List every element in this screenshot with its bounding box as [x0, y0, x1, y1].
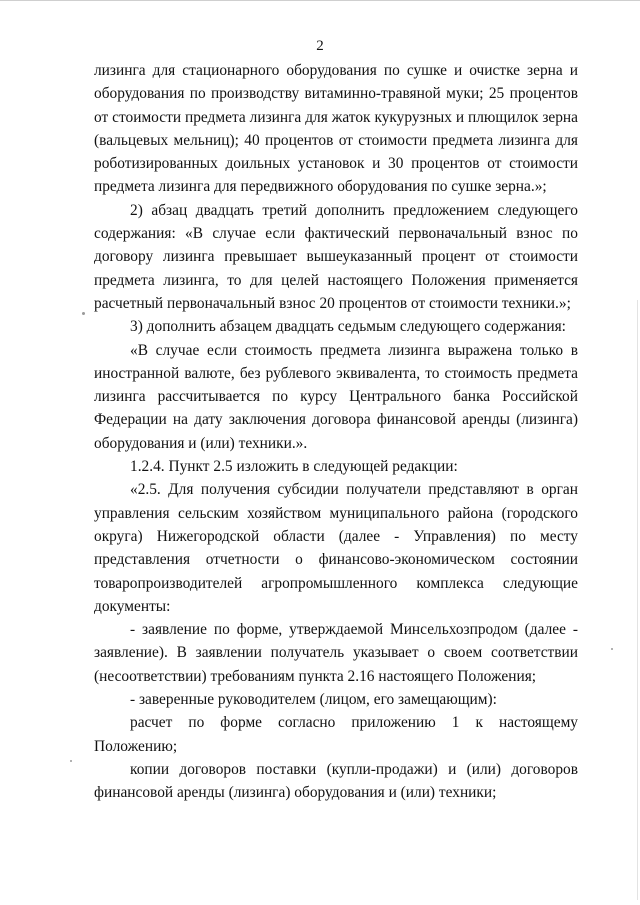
paragraph-contracts: копии договоров поставки (купли-продажи) и (или) договоров финансовой аренды (лизинга) оборудования и (или) техники;: [94, 760, 578, 802]
paragraph-calculation: расчет по форме согласно приложению 1 к настоящему Положению;: [94, 714, 578, 755]
paragraph-item-3: 3) дополнить абзацем двадцать седьмым следующего содержания:: [130, 318, 566, 336]
paragraph-clause-2-5: «2.5. Для получения субсидии получатели представляют в орган управления сельским хозяйством муниципального района (городского округа) Нижегородской области (далее - Управления) по месту представления отчетности о финансово-экономическом состоянии товаропроизводителей агропромышленного комплекса следующие документы:: [94, 481, 578, 615]
paragraph-application: - заявление по форме, утверждаемой Минсельхозпродом (далее - заявление). В заявлении получатель указывает о своем соответствии (несоответствии) требованиям пункта 2.16 настоящего Положения;: [94, 621, 578, 685]
paragraph-continuation: лизинга для стационарного оборудования по сушке и очистке зерна и оборудования по производству витаминно-травяной муки; 25 процентов от стоимости предмета лизинга для жаток кукурузных и плющилок зерна (вальцевых мельниц); 40 процентов от стоимости предмета лизинга для роботизированных доильных установок и 30 процентов от стоимости предмета лизинга для передвижного оборудования по сушке зерна.»;: [94, 62, 578, 196]
page-right-edge: [637, 300, 638, 900]
paragraph-certified: - заверенные руководителем (лицом, его замещающим):: [130, 691, 497, 709]
page-number: 2: [316, 38, 324, 54]
scan-speck: [70, 760, 72, 762]
scan-speck: [611, 648, 613, 650]
scan-speck: [82, 312, 85, 315]
paragraph-item-2: 2) абзац двадцать третий дополнить предложением следующего содержания: «В случае если фактический первоначальный взнос по договору лизинга превышает вышеуказанный процент от стоимости предмета лизинга, то для целей настоящего Положения применяется расчетный первоначальный взнос 20 процентов от стоимости техники.»;: [94, 201, 578, 312]
document-body: [94, 59, 578, 805]
paragraph-clause-1-2-4: 1.2.4. Пункт 2.5 изложить в следующей редакции:: [130, 458, 458, 476]
paragraph-quote-currency: «В случае если стоимость предмета лизинга выражена только в иностранной валюте, без рублевого эквивалента, то стоимость предмета лизинга рассчитывается по курсу Центрального банка Российской Федерации на дату заключения договора финансовой аренды (лизинга) оборудования и (или) техники.».: [94, 341, 578, 452]
page-top-border: [0, 0, 640, 1]
